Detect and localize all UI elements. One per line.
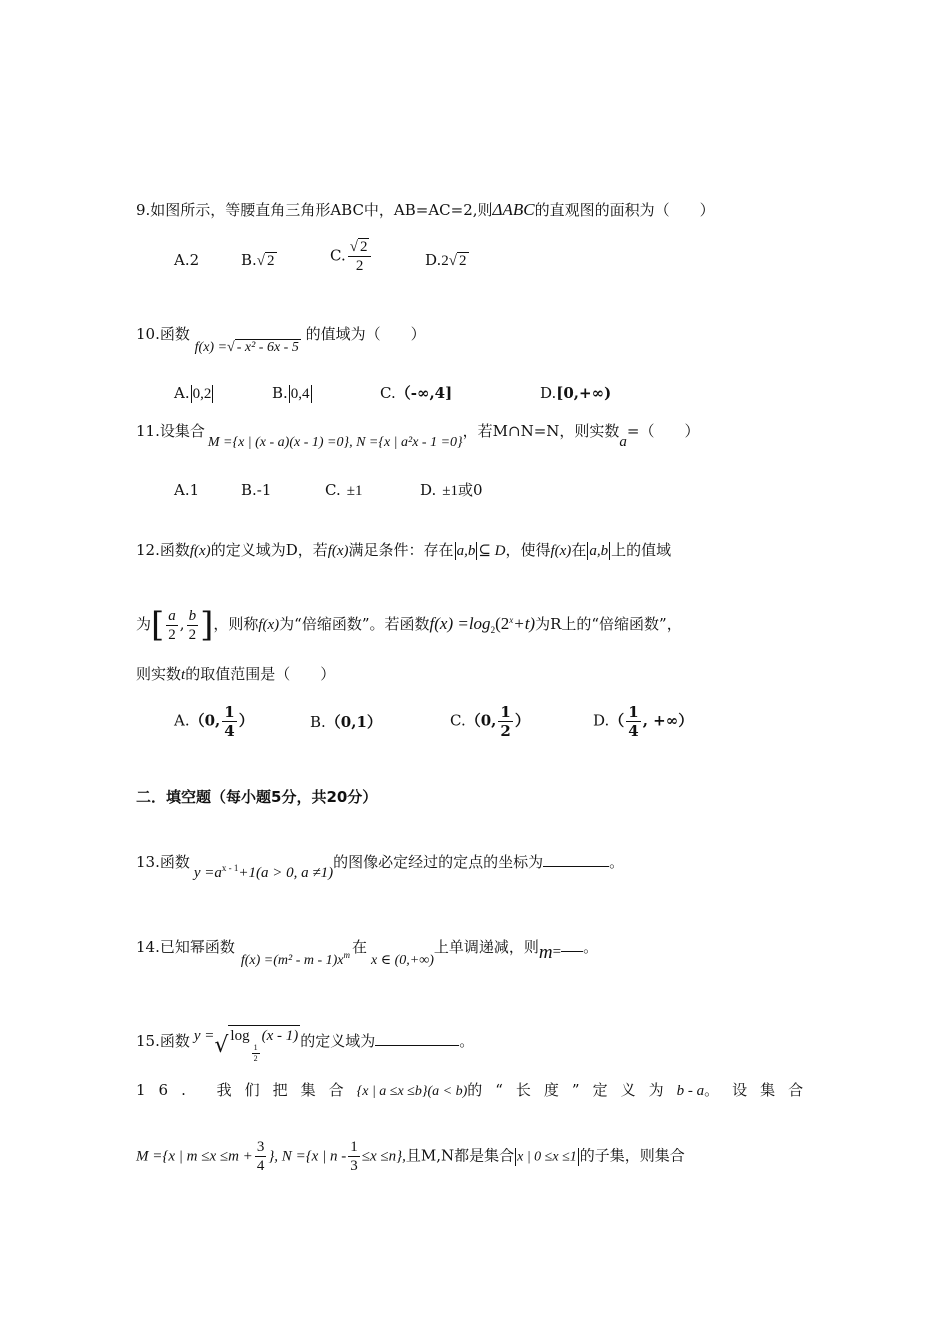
q14-stem: 14.已知幂函数$f(x) =(m^2 - m - 1)x^m$ 在x ∈ (0,+∞)上单调递减，则m= 。 — [136, 938, 599, 968]
q11-option-a: A.1 — [174, 481, 200, 499]
section-title: 二．填空题（每小题5分，共20分） — [136, 788, 378, 806]
q11-stem: 11.设集合M ={x | (x - a)(x - 1) =0}, N ={x | a²x - 1 =0}，若M∩N=N，则实数a=（ ） — [136, 422, 700, 450]
q11-formula: M ={x | (x - a)(x - 1) =0}, N ={x | a²x - 1 =0} — [207, 435, 463, 450]
q12-option-c: C.（0, $\frac{1}{2}$ ） — [450, 703, 530, 740]
q13-answer-blank[interactable] — [543, 852, 609, 867]
q9-option-d: D.2√ 2 — [425, 251, 467, 269]
q10-option-b: B. 0,4 — [272, 384, 310, 402]
q15-formula: log $\frac{1}{2}$ (x - 1) — [228, 1025, 300, 1064]
triangle-abc: ΔABC — [492, 200, 535, 219]
q14-answer-blank[interactable] — [561, 937, 583, 952]
q16-line-1: 16. 我们把集合{x | a ≤x ≤b}(a < b)的“长度”定义为b - a。设集合 — [136, 1081, 817, 1099]
q10-option-a: A. 0,2 — [174, 384, 212, 402]
q9-option-a: A.2 — [174, 251, 200, 269]
q12-line-1: 12.函数f(x)的定义域为D，若f(x)满足条件：存在 a,b ⊆ D，使得f(x)在 a,b 上的值域 — [136, 541, 672, 559]
q9-option-b: B.√ 2 — [241, 251, 275, 269]
q15-stem: 15.函数 y =√ log $\frac{1}{2}$ (x - 1) 的定义域为 。 — [136, 1030, 474, 1070]
q12-line-2: 为[ $\frac{a}{2}$ , $\frac{b}{2}$ ]，则称f(x)为“倍缩函数”。若函数$f(x) =\log_2(2^x+t)$为R上的“倍缩函数”， — [136, 605, 682, 645]
q16-line-2: M ={x | m ≤x ≤m + $\frac{3}{4}$ }, N ={x | n - $\frac{1}{3}$ ≤x ≤n},且M,N都是集合 x | 0 ≤x ≤1 的子集，则集合 — [136, 1139, 685, 1174]
q15-answer-blank[interactable] — [375, 1031, 459, 1046]
q11-option-b: B.-1 — [241, 481, 272, 499]
q11-option-d: D. ±1或0 — [420, 481, 483, 499]
q13-stem: 13.函数$y =a^{x - 1}+1(a > 0$, a ≠1)的图像必定经过的定点的坐标为 。 — [136, 853, 625, 881]
q9-option-c: C. $\frac{√ 2}{2}$ — [330, 238, 373, 275]
q12-option-b: B.（0,1） — [310, 713, 382, 731]
q12-option-d: D.（ $\frac{1}{4}$ , +∞） — [593, 703, 694, 740]
q12-option-a: A.（0, $\frac{1}{4}$ ） — [174, 703, 254, 740]
q12-line-3: 则实数t的取值范围是（ ） — [136, 665, 336, 683]
q14-formula: $f(x) =(m^2 - m - 1)x^m$ — [240, 950, 351, 968]
q11-option-c: C. ±1 — [325, 481, 363, 499]
q9-stem: 9.如图所示，等腰直角三角形ABC中，AB=AC=2,则ΔABC的直观图的面积为（ ） — [136, 200, 715, 219]
q10-option-d: D.[0,+∞) — [540, 384, 612, 402]
q10-stem: 10.函数 f(x) =√ - x² - 6x - 5 的值域为（ ） — [136, 325, 426, 355]
q10-formula: f(x) =√ - x² - 6x - 5 — [194, 340, 299, 355]
q10-option-c: C.（-∞,4] — [380, 384, 453, 402]
q13-formula: $y =a^{x - 1}+1(a > 0$, a ≠1) — [193, 863, 334, 881]
